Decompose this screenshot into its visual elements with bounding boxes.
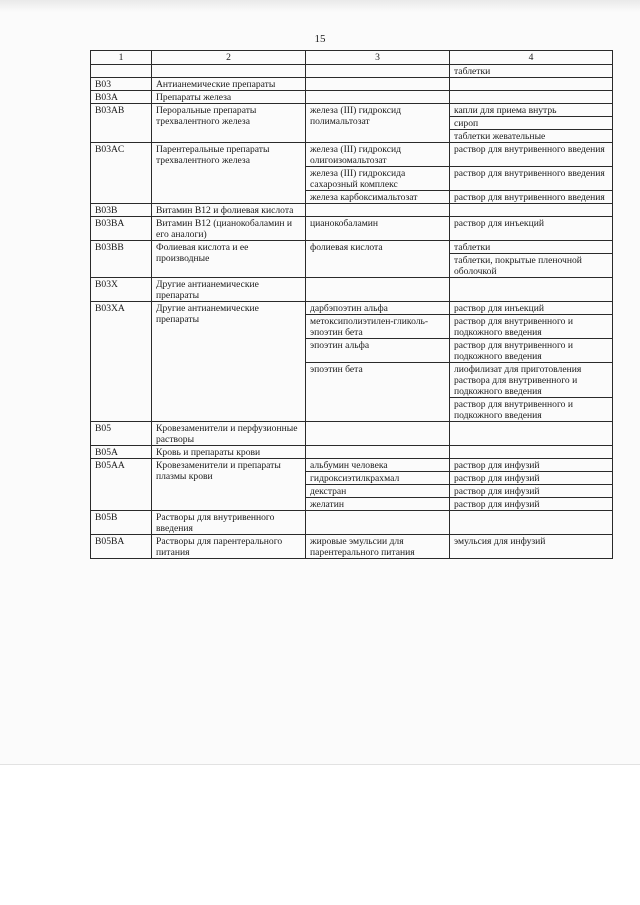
atc-code-cell: B05B xyxy=(91,511,152,535)
atc-code-cell: B03AB xyxy=(91,104,152,143)
table-row xyxy=(91,459,613,472)
substance-cell: эпоэтин альфа xyxy=(306,339,450,363)
group-name-cell: Кровезаменители и перфузионные растворы xyxy=(152,422,306,446)
dosage-form-cell: раствор для внутривенного и подкожного введения xyxy=(450,398,613,422)
group-name-cell: Другие антианемические препараты xyxy=(152,302,306,422)
dosage-form-cell: раствор для инъекций xyxy=(450,302,613,315)
dosage-form-cell: сироп xyxy=(450,117,613,130)
dosage-form-cell: раствор для внутривенного введения xyxy=(450,191,613,204)
page-number: 15 xyxy=(314,33,326,45)
substance-cell: дарбэпоэтин альфа xyxy=(306,302,450,315)
table-row xyxy=(91,78,613,91)
table-row xyxy=(91,241,613,254)
dosage-form-cell xyxy=(450,78,613,91)
dosage-form-cell: эмульсия для инфузий xyxy=(450,535,613,559)
substance-cell xyxy=(306,422,450,446)
column-header-3: 3 xyxy=(306,51,450,65)
substance-cell: железа (III) гидроксид полимальтозат xyxy=(306,104,450,143)
dosage-form-cell xyxy=(450,278,613,302)
column-header-1: 1 xyxy=(91,51,152,65)
dosage-form-cell: раствор для внутривенного и подкожного введения xyxy=(450,339,613,363)
group-name-cell: Парентеральные препараты трехвалентного железа xyxy=(152,143,306,204)
scan-top-edge xyxy=(0,0,640,12)
dosage-form-cell: раствор для внутривенного и подкожного введения xyxy=(450,315,613,339)
dosage-form-cell: раствор для инфузий xyxy=(450,459,613,472)
table-row xyxy=(91,278,613,302)
table-header-row xyxy=(91,51,613,65)
dosage-form-cell xyxy=(450,91,613,104)
group-name-cell: Препараты железа xyxy=(152,91,306,104)
table-body xyxy=(91,65,613,559)
group-name-cell: Пероральные препараты трехвалентного железа xyxy=(152,104,306,143)
table-row xyxy=(91,446,613,459)
substance-cell xyxy=(306,511,450,535)
dosage-form-cell xyxy=(450,446,613,459)
table-row xyxy=(91,204,613,217)
group-name-cell: Фолиевая кислота и ее производные xyxy=(152,241,306,278)
substance-cell: альбумин человека xyxy=(306,459,450,472)
atc-code-cell: B03BB xyxy=(91,241,152,278)
substance-cell xyxy=(306,91,450,104)
substance-cell xyxy=(306,65,450,78)
group-name-cell: Кровезаменители и препараты плазмы крови xyxy=(152,459,306,511)
table-row xyxy=(91,143,613,167)
substance-cell: фолиевая кислота xyxy=(306,241,450,278)
dosage-form-cell: капли для приема внутрь xyxy=(450,104,613,117)
group-name-cell: Растворы для парентерального питания xyxy=(152,535,306,559)
dosage-form-cell: раствор для инъекций xyxy=(450,217,613,241)
atc-code-cell: B03B xyxy=(91,204,152,217)
atc-code-cell: B03XA xyxy=(91,302,152,422)
group-name-cell: Другие антианемические препараты xyxy=(152,278,306,302)
substance-cell: цианокобаламин xyxy=(306,217,450,241)
table-row xyxy=(91,65,613,78)
dosage-form-cell: раствор для инфузий xyxy=(450,472,613,485)
substance-cell: метоксиполиэтилен-гликоль-эпоэтин бета xyxy=(306,315,450,339)
table-row xyxy=(91,91,613,104)
substance-cell: гидроксиэтилкрахмал xyxy=(306,472,450,485)
medication-table xyxy=(90,50,613,559)
atc-code-cell: B03AC xyxy=(91,143,152,204)
atc-code-cell: B03 xyxy=(91,78,152,91)
group-name-cell xyxy=(152,65,306,78)
atc-code-cell xyxy=(91,65,152,78)
dosage-form-cell: раствор для инфузий xyxy=(450,498,613,511)
substance-cell xyxy=(306,446,450,459)
column-header-2: 2 xyxy=(152,51,306,65)
dosage-form-cell: таблетки жевательные xyxy=(450,130,613,143)
table-row xyxy=(91,302,613,315)
substance-cell xyxy=(306,204,450,217)
substance-cell: эпоэтин бета xyxy=(306,363,450,422)
dosage-form-cell xyxy=(450,422,613,446)
table-row xyxy=(91,104,613,117)
atc-code-cell: B05A xyxy=(91,446,152,459)
atc-code-cell: B03BA xyxy=(91,217,152,241)
substance-cell: железа (III) гидроксида сахарозный комплекс xyxy=(306,167,450,191)
dosage-form-cell: таблетки xyxy=(450,241,613,254)
dosage-form-cell: раствор для внутривенного введения xyxy=(450,167,613,191)
dosage-form-cell: таблетки xyxy=(450,65,613,78)
substance-cell: железа карбоксимальтозат xyxy=(306,191,450,204)
dosage-form-cell xyxy=(450,511,613,535)
substance-cell xyxy=(306,78,450,91)
group-name-cell: Антианемические препараты xyxy=(152,78,306,91)
atc-code-cell: B03X xyxy=(91,278,152,302)
substance-cell: желатин xyxy=(306,498,450,511)
group-name-cell: Растворы для внутривенного введения xyxy=(152,511,306,535)
substance-cell: жировые эмульсии для парентерального питания xyxy=(306,535,450,559)
group-name-cell: Витамин B12 (цианокобаламин и его аналоги) xyxy=(152,217,306,241)
substance-cell xyxy=(306,278,450,302)
dosage-form-cell xyxy=(450,204,613,217)
table-row xyxy=(91,217,613,241)
atc-code-cell: B05BA xyxy=(91,535,152,559)
column-header-4: 4 xyxy=(450,51,613,65)
dosage-form-cell: раствор для внутривенного введения xyxy=(450,143,613,167)
atc-code-cell: B05 xyxy=(91,422,152,446)
dosage-form-cell: лиофилизат для приготовления раствора для внутривенного и подкожного введения xyxy=(450,363,613,398)
group-name-cell: Витамин B12 и фолиевая кислота xyxy=(152,204,306,217)
group-name-cell: Кровь и препараты крови xyxy=(152,446,306,459)
dosage-form-cell: раствор для инфузий xyxy=(450,485,613,498)
atc-code-cell: B03A xyxy=(91,91,152,104)
table-row xyxy=(91,511,613,535)
table-row xyxy=(91,422,613,446)
substance-cell: железа (III) гидроксид олигоизомальтозат xyxy=(306,143,450,167)
table-row xyxy=(91,535,613,559)
blank-area xyxy=(0,765,640,905)
substance-cell: декстран xyxy=(306,485,450,498)
atc-code-cell: B05AA xyxy=(91,459,152,511)
dosage-form-cell: таблетки, покрытые пленочной оболочкой xyxy=(450,254,613,278)
